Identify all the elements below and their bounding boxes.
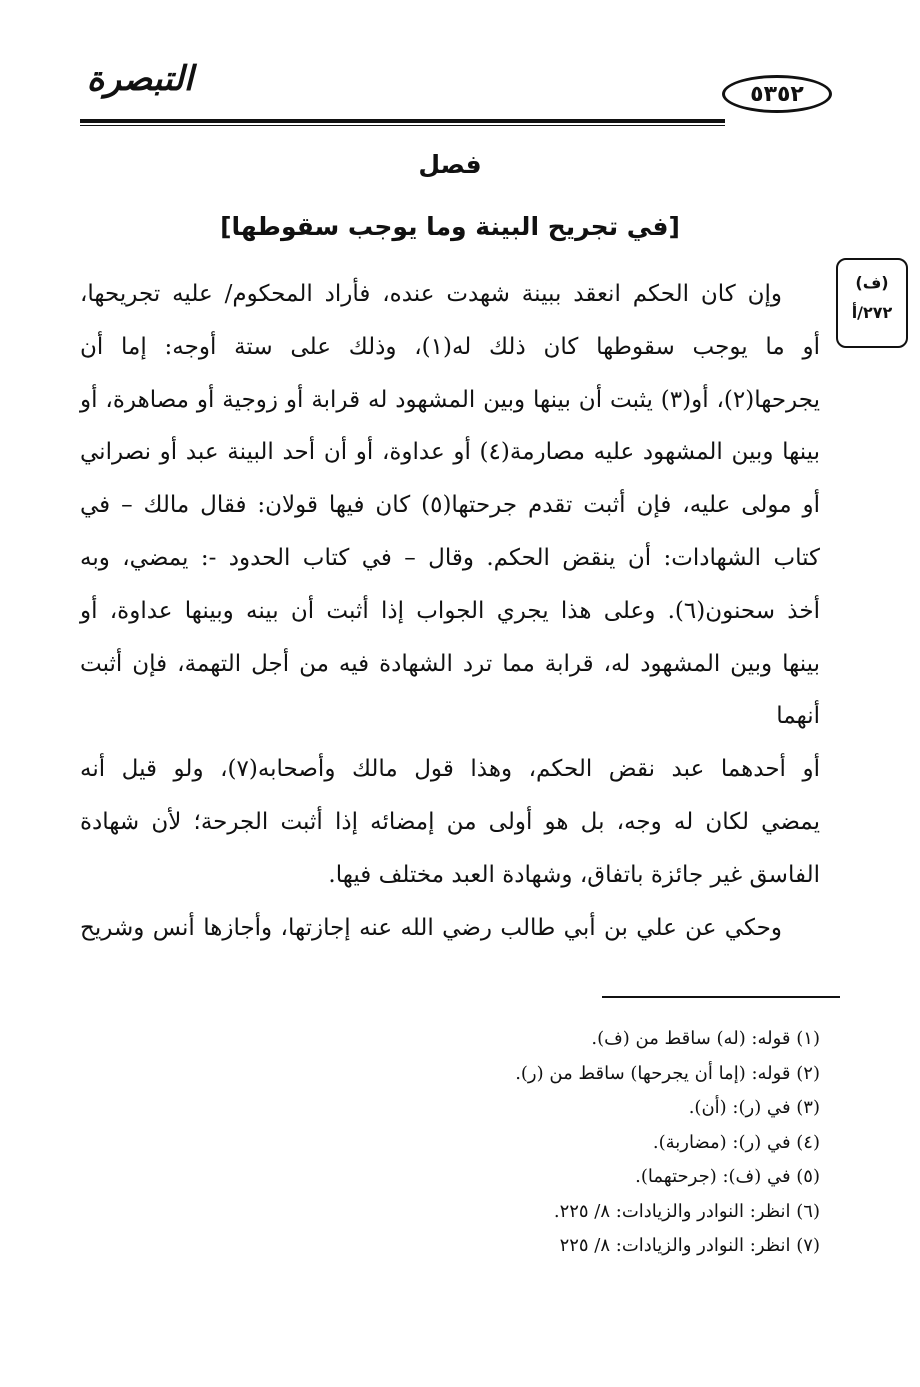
footnote: (٣) في (ر): (أن). [688,1097,820,1118]
page-header [80,55,832,127]
text-line: أخذ سحنون(٦). وعلى هذا يجري الجواب إذا أثبت أن بينه وبينها عداوة، أو [80,597,820,624]
text-line: أو مولى عليه، فإن أثبت تقدم جرحتها(٥) كان فيها قولان: فقال مالك – في [80,492,820,519]
footnote: (٤) في (ر): (مضاربة). [652,1131,820,1153]
page-number: ٥٣٥٢ [722,75,832,113]
manuscript-margin-note [836,258,908,348]
section-subtitle: [في تجريح البينة وما يوجب سقوطها] [220,212,680,241]
footnote: (١) قوله: (له) ساقط من (ف). [591,1028,820,1049]
header-rule [80,119,725,126]
footnote: (٧) انظر: النوادر والزيادات: ٨/ ٢٢٥ [559,1235,820,1256]
footnote: (٢) قوله: (إما أن يجرحها) ساقط من (ر). [515,1062,820,1084]
main-text [80,268,820,954]
footnote: (٦) انظر: النوادر والزيادات: ٨/ ٢٢٥. [553,1200,820,1222]
margin-note-line1: (ف) [855,273,889,292]
text-line: بينها وبين المشهود عليه مصارمة(٤) أو عداوة، أو أن أحد البينة عبد أو نصراني [80,439,820,466]
footnotes [80,1022,820,1264]
text-line: يجرحها(٢)، أو(٣) يثبت أن بينها وبين المشهود له قرابة أو زوجية أو مصاهرة، أو [80,386,820,413]
text-line: وحكي عن علي بن أبي طالب رضي الله عنه إجازتها، وأجازها أنس وشريح [80,914,782,941]
text-line: أو أحدهما عبد نقض الحكم، وهذا قول مالك وأصحابه(٧)، ولو قيل أنه [80,756,820,783]
text-line: أو ما يوجب سقوطها كان ذلك له(١)، وذلك على ستة أوجه: إما أن [80,333,820,360]
text-line: بينها وبين المشهود له، قرابة مما ترد الشهادة فيه من أجل التهمة، فإن أثبت أنهما [80,650,820,730]
margin-note-line2: ٢٧٢/أ [851,303,893,322]
footnote: (٥) في (ف): (جرحتهما). [635,1166,820,1187]
text-line: يمضي لكان له وجه، بل هو أولى من إمضائه إذا أثبت الجرحة؛ لأن شهادة [80,808,820,835]
section-heading: فصل [418,150,482,179]
text-line: وإن كان الحكم انعقد ببينة شهدت عنده، فأراد المحكوم/ عليه تجريحها، [80,281,782,307]
footnote-divider [602,996,840,998]
text-line: كتاب الشهادات: أن ينقض الحكم. وقال – في كتاب الحدود -: يمضي، وبه [80,544,820,571]
text-line: الفاسق غير جائزة باتفاق، وشهادة العبد مختلف فيها. [328,861,820,888]
book-title: التبصرة [86,59,194,99]
